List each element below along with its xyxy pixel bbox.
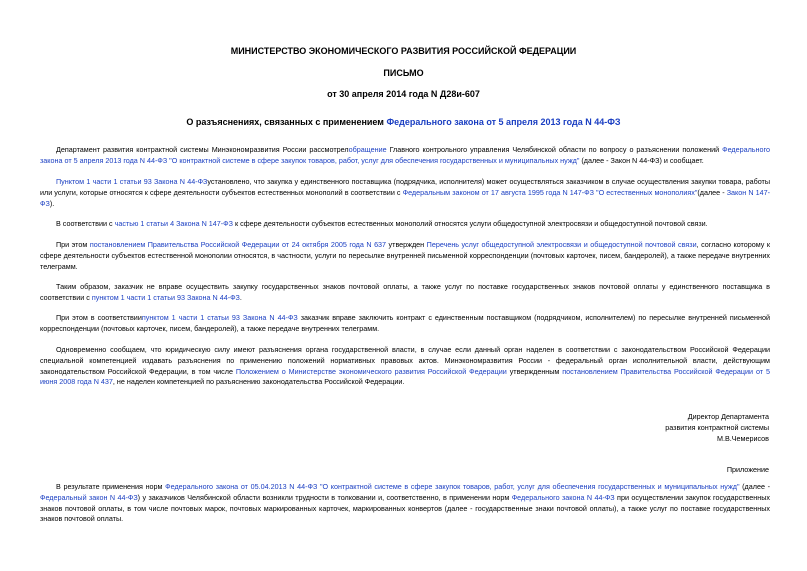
- p4-text-3: , согласно которому к сфере деятельности субъектов естественной монополии относятся, в частности, услуги по пересылке внутренней письменной корреспонденции (почтовых карточек, писем, бандеролей), а также передаче внутренних телеграмм.: [40, 240, 771, 271]
- app-law-44fz-link[interactable]: Федерального закона от 05.04.2013 N 44-ФЗ "О контрактной системе в сфере закупок товаров, работ, услуг для обеспечения государственных и муниципальных нужд": [165, 482, 740, 491]
- app-text-1: В результате применения норм: [56, 482, 166, 491]
- app-text-3: ) у заказчиков Челябинской области возникли трудности в толковании и, соответственно, в применении норм: [137, 492, 512, 502]
- paragraph-4: [40, 240, 770, 272]
- doc-type-heading: ПИСЬМО: [383, 68, 424, 78]
- services-list-link[interactable]: Перечень услуг общедоступной электросвязи и общедоступной почтовой связи: [426, 240, 697, 249]
- article-93-link[interactable]: Пунктом 1 части 1 статьи 93 Закона N 44-ФЗ: [56, 177, 208, 186]
- app-text-4: при осуществлении закупок государственных знаков почтовой оплаты, в том числе почтовых марок, почтовых маркированных карточек, маркированных конвертов (далее - государственные знаки почтовой оплаты), а также услуг по поставке государственных знаков почтовой оплаты.: [40, 492, 770, 524]
- appeal-link[interactable]: обращение: [348, 145, 387, 154]
- paragraph-6: [40, 313, 770, 335]
- p4-text-2: утвержден: [386, 240, 427, 249]
- p7-text-3: , не наделен компетенцией по разъяснению законодательства Российской Федерации.: [112, 377, 405, 387]
- p5-text-2: .: [239, 292, 242, 302]
- resolution-437-link[interactable]: постановлением Правительства Российской Федерации от 5 июня 2008 года N 437: [40, 366, 770, 387]
- article-93-link-3[interactable]: пунктом 1 части 1 статьи 93 Закона N 44-ФЗ: [141, 313, 298, 322]
- doc-subject: [0, 117, 807, 128]
- doc-date-number: от 30 апреля 2014 года N Д28и-607: [327, 89, 480, 99]
- law-147fz-link[interactable]: Федеральным законом от 17 августа 1995 года N 147-ФЗ "О естественных монополиях": [402, 187, 698, 197]
- resolution-637-link[interactable]: постановлением Правительства Российской Федерации от 24 октября 2005 года N 637: [89, 240, 387, 249]
- appendix-label: Приложение: [726, 465, 769, 474]
- p3-text-1: В соответствии с: [56, 219, 115, 228]
- law-44fz-link[interactable]: Федерального закона от 5 апреля 2013 года N 44-ФЗ "О контрактной системе в сфере закупок товаров, работ, услуг для обеспечения государственных и муниципальных нужд": [40, 145, 770, 165]
- p4-text-1: При этом: [56, 240, 90, 249]
- p6-text-1: При этом в соответствии: [56, 313, 142, 322]
- article-4-link[interactable]: частью 1 статьи 4 Закона N 147-ФЗ: [114, 219, 233, 228]
- p5-text-1: Таким образом, заказчик не вправе осуществить закупку государственных знаков почтовой оплаты, а также услуг по поставке государственных знаков почтовой оплаты у единственного поставщика в соответствии с: [40, 282, 770, 302]
- p6-text-2: заказчик вправе заключить контракт с единственным поставщиком (подрядчиком, исполнителем) по пересылке внутренней письменной корреспонденции (почтовых карточек, писем, бандеролей), а также передаче внутренних телеграмм.: [40, 313, 771, 333]
- subject-law-link[interactable]: Федерального закона от 5 апреля 2013 года N 44-ФЗ: [386, 117, 621, 127]
- paragraph-1: [40, 145, 770, 167]
- law-147fz-short-link[interactable]: Закон N 147-ФЗ: [40, 187, 770, 208]
- p1-text-3: (далее - Закон N 44-ФЗ) и сообщает.: [579, 155, 704, 165]
- paragraph-3: [40, 219, 770, 230]
- p1-text-2: Главного контрольного управления Челябинской области по вопросу о разъяснении положений: [386, 145, 723, 154]
- ministry-heading: МИНИСТЕРСТВО ЭКОНОМИЧЕСКОГО РАЗВИТИЯ РОССИЙСКОЙ ФЕДЕРАЦИИ: [230, 46, 577, 56]
- app-text-2: (далее -: [739, 482, 770, 491]
- p7-text-1: Одновременно сообщаем, что юридическую силу имеют разъяснения органа государственной власти, в случае если данный орган наделен в соответствии с законодательством Российской Федерации специальной компетенцией издавать разъяснения по применению положений нормативных правовых актов. Минэкономразвития России - федеральный орган исполнительной власти, действующим законодательством Российской Федерации, в том числе: [40, 345, 770, 376]
- ministry-regulation-link[interactable]: Положением о Министерстве экономического развития Российской Федерации: [235, 366, 507, 376]
- paragraph-7: [40, 345, 770, 388]
- subject-text: О разъяснениях, связанных с применением: [186, 117, 387, 127]
- signature-name: М.В.Чемерисов: [716, 434, 769, 443]
- paragraph-5: [40, 282, 770, 304]
- p7-text-2: утвержденным: [506, 366, 563, 376]
- p2-text-1: установлено, что закупка у единственного поставщика (подрядчика, исполнителя) может осуществляться заказчиком в случае осуществления закупки товара, работы или услуги, которые относятся к сфере деятельности субъектов естественных монополий в соответствии с: [40, 177, 770, 197]
- signature-title: Директор Департамента: [687, 412, 769, 421]
- article-93-link-2[interactable]: пунктом 1 части 1 статьи 93 Закона N 44-ФЗ: [91, 292, 240, 302]
- p2-text-2: (далее -: [697, 187, 727, 197]
- appendix-paragraph: [40, 482, 770, 525]
- p3-text-2: к сфере деятельности субъектов естественных монополий относятся услуги общедоступной электросвязи и общедоступной почтовой связи.: [232, 219, 708, 228]
- signature-department: развития контрактной системы: [665, 423, 769, 432]
- app-law-short-link-2[interactable]: Федерального закона N 44-ФЗ: [511, 492, 615, 502]
- p2-text-3: ).: [49, 198, 55, 208]
- app-law-short-link[interactable]: Федеральный закон N 44-ФЗ: [40, 492, 138, 502]
- p1-text-1: Департамент развития контрактной системы Минэкономразвития России рассмотрел: [56, 145, 349, 154]
- paragraph-2: [40, 177, 770, 209]
